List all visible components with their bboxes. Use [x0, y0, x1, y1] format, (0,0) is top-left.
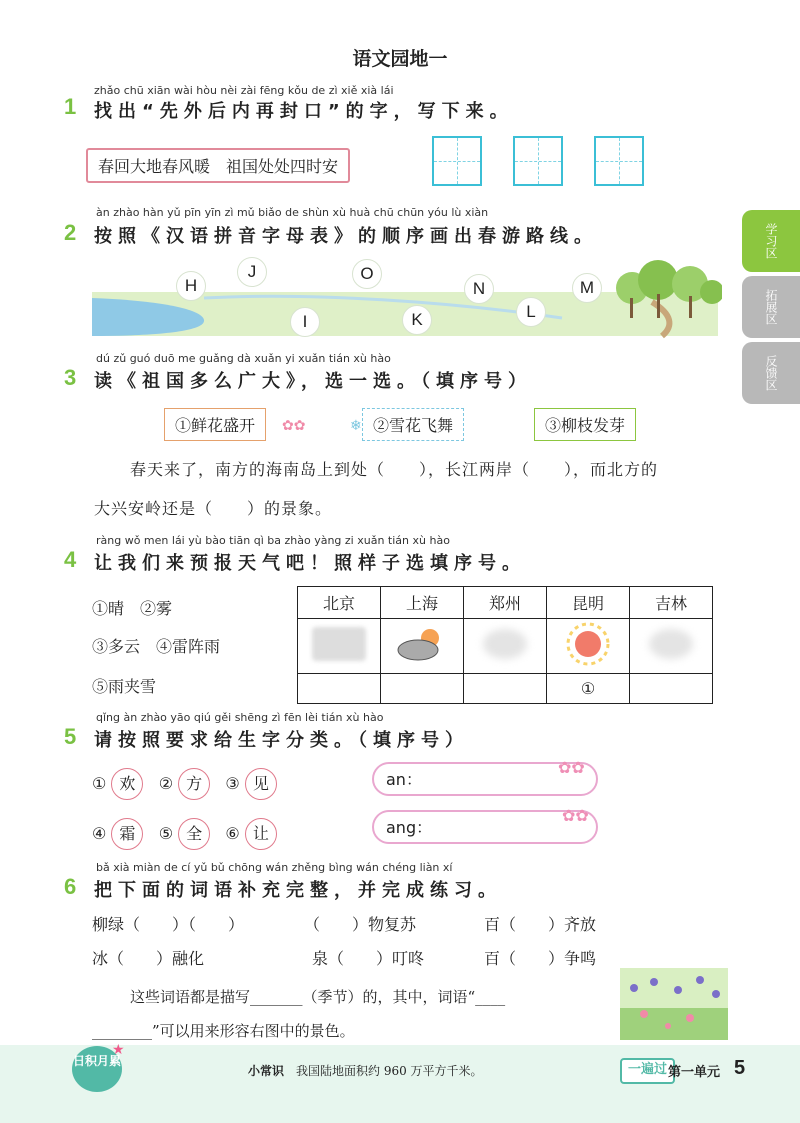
city-jilin: 吉林 — [630, 587, 713, 619]
city-zhengzhou: 郑州 — [464, 587, 547, 619]
char-rang: 让 — [245, 818, 277, 850]
blurred-weather-icon — [312, 627, 366, 661]
weather-table — [297, 586, 713, 704]
char-quan: 全 — [178, 818, 210, 850]
flower-decoration-icon: ✿✿ — [562, 806, 589, 825]
char-fang: 方 — [178, 768, 210, 800]
weather-cell-kunming — [547, 619, 630, 674]
unit-label: 第一单元 — [668, 1065, 721, 1080]
answer-shanghai[interactable] — [381, 674, 464, 704]
q4-pinyin: ràng wǒ men lái yù bào tiān qì ba zhào yàng zi xuǎn tián xù hào — [96, 534, 450, 547]
side-tabs — [742, 210, 800, 408]
idiom-1: 柳绿（ ）（ ） — [92, 915, 245, 934]
star-icon: ★ — [112, 1042, 125, 1058]
answer-zhengzhou[interactable] — [464, 674, 547, 704]
letter-N[interactable]: N — [464, 274, 494, 304]
char-jian: 见 — [245, 768, 277, 800]
char-huan: 欢 — [111, 768, 143, 800]
idiom-6: 百（ ）争鸣 — [484, 949, 597, 968]
option-snow[interactable]: ②雪花飞舞 — [362, 408, 464, 441]
page-title: 语文园地一 — [352, 48, 448, 70]
answer-kunming[interactable]: ① — [547, 674, 630, 704]
letter-K[interactable]: K — [402, 305, 432, 335]
answer-jilin[interactable] — [630, 674, 713, 704]
answer-grid-3[interactable] — [594, 136, 644, 186]
q1-poem: 春回大地春风暖 祖国处处四时安 — [86, 148, 350, 183]
daily-accumulation-badge: 日积月累 — [72, 1046, 122, 1092]
q6-sentence-2: ________”可以用来形容右图中的景色。 — [92, 1022, 355, 1040]
answer-grid-1[interactable] — [432, 136, 482, 186]
weather-cell-beijing — [298, 619, 381, 674]
weather-cell-jilin — [630, 619, 713, 674]
answer-beijing[interactable] — [298, 674, 381, 704]
q2-pinyin: àn zhào hàn yǔ pīn yīn zì mǔ biǎo de shùn xù huà chū chūn yóu lù xiàn — [96, 206, 489, 219]
q4-number: 4 — [64, 547, 77, 572]
q6-number: 6 — [64, 874, 77, 899]
q3-pinyin: dú zǔ guó duō me guǎng dà xuǎn yi xuǎn tián xù hào — [96, 352, 391, 365]
ang-category-field[interactable]: ang： — [372, 810, 598, 844]
q1-pinyin: zhǎo chū xiān wài hòu nèi zài fēng kǒu de zì xiě xià lái — [94, 84, 394, 97]
weather-options-2: ③多云 ④雷阵雨 — [92, 637, 221, 656]
char-shuang: 霜 — [111, 818, 143, 850]
letter-J[interactable]: J — [237, 257, 267, 287]
q3-sentence-2: 大兴安岭还是（ ）的景象。 — [94, 499, 333, 518]
char-row-2: ④ 霜 ⑤ 全 ⑥ 让 — [92, 818, 277, 850]
option-willow[interactable]: ③柳枝发芽 — [534, 408, 636, 441]
tab-study[interactable]: 学习区 — [742, 210, 800, 272]
char-row-1: ① 欢 ② 方 ③ 见 — [92, 768, 277, 800]
q5-pinyin: qǐng àn zhào yāo qiú gěi shēng zì fēn lèi tián xù hào — [96, 711, 384, 724]
blurred-weather-icon — [649, 629, 693, 659]
tip-text: 我国陆地面积约 960 万平方千米。 — [296, 1064, 483, 1078]
sun-icon — [560, 620, 616, 668]
weather-options-3: ⑤雨夹雪 — [92, 677, 157, 696]
flower-icon: ✿✿ — [282, 418, 306, 434]
cloudy-icon — [394, 624, 450, 664]
q6-text: 把下面的词语补充完整，并完成练习。 — [94, 880, 502, 901]
letter-O[interactable]: O — [352, 259, 382, 289]
city-beijing: 北京 — [298, 587, 381, 619]
tab-expand[interactable]: 拓展区 — [742, 276, 800, 338]
idiom-4: 冰（ ）融化 — [92, 949, 205, 968]
option-flowers[interactable]: ①鲜花盛开 — [164, 408, 266, 441]
blurred-weather-icon — [483, 629, 527, 659]
q3-text: 读《祖国多么广大》，选一选。（填序号） — [94, 371, 532, 392]
weather-cell-zhengzhou — [464, 619, 547, 674]
city-kunming: 昆明 — [547, 587, 630, 619]
weather-options-1: ①晴 ②雾 — [92, 599, 173, 618]
q2-text: 按照《汉语拼音字母表》的顺序画出春游路线。 — [94, 226, 598, 247]
idiom-3: 百（ ）齐放 — [484, 915, 597, 934]
q2-number: 2 — [64, 220, 77, 245]
idiom-2: （ ）物复苏 — [304, 915, 417, 934]
q5-number: 5 — [64, 724, 77, 749]
flower-decoration-icon: ✿✿ — [558, 758, 585, 777]
idiom-5: 泉（ ）叮咚 — [312, 949, 425, 968]
page-number: 5 — [734, 1057, 746, 1079]
q3-number: 3 — [64, 365, 77, 390]
snowflake-icon: ❄ — [350, 418, 362, 434]
spring-flowers-picture — [620, 968, 728, 1040]
letter-L[interactable]: L — [516, 297, 546, 327]
q6-pinyin: bǎ xià miàn de cí yǔ bǔ chōng wán zhěng bìng wán chéng liàn xí — [96, 861, 453, 874]
tip-label: 小常识 — [248, 1064, 285, 1078]
q1-number: 1 — [64, 94, 77, 119]
letter-H[interactable]: H — [176, 271, 206, 301]
brand-label: 一遍过 — [620, 1058, 675, 1084]
letter-I[interactable]: I — [290, 307, 320, 337]
city-shanghai: 上海 — [381, 587, 464, 619]
q3-sentence-1: 春天来了，南方的海南岛上到处（ ），长江两岸（ ），而北方的 — [130, 460, 659, 479]
q6-sentence-1: 这些词语都是描写_______（季节）的，其中，词语“____ — [130, 988, 506, 1006]
q5-text: 请按照要求给生字分类。（填序号） — [94, 730, 469, 751]
an-category-field[interactable]: an： — [372, 762, 598, 796]
tab-feedback[interactable]: 反馈区 — [742, 342, 800, 404]
weather-cell-shanghai — [381, 619, 464, 674]
q1-text: 找出“先外后内再封口”的字，写下来。 — [94, 101, 514, 122]
q4-text: 让我们来预报天气吧！照样子选填序号。 — [94, 553, 526, 574]
letter-M[interactable]: M — [572, 273, 602, 303]
answer-grid-2[interactable] — [513, 136, 563, 186]
